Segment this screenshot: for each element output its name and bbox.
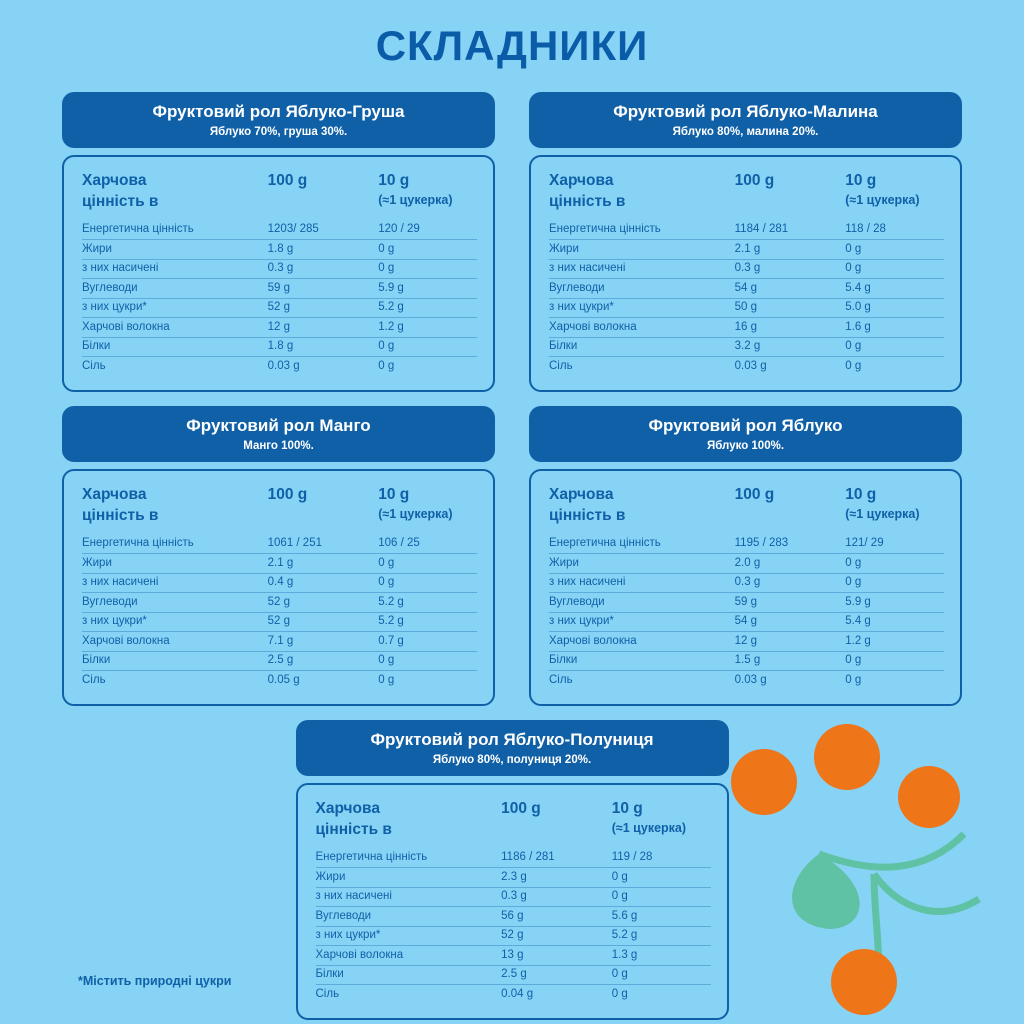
- row-label: з них насичені: [549, 259, 735, 279]
- value-100g: 52 g: [268, 612, 379, 632]
- value-100g: 59 g: [735, 593, 846, 613]
- nutrition-table: [82, 485, 477, 690]
- table-row: [82, 671, 477, 690]
- table-row: [549, 593, 944, 613]
- row-label: з них цукри*: [82, 298, 268, 318]
- value-100g: 7.1 g: [268, 632, 379, 652]
- row-label: Сіль: [315, 987, 340, 1000]
- header-col3-line1: 10 g: [378, 485, 410, 503]
- value-100g: 54 g: [735, 279, 846, 299]
- table-row: [549, 318, 944, 338]
- value-10g: 0 g: [378, 673, 395, 686]
- value-10g: 0 g: [845, 554, 944, 574]
- table-row: [82, 632, 477, 652]
- value-100g: 52 g: [501, 926, 612, 946]
- header-col3-line2: (≈1 цукерка): [378, 506, 453, 521]
- header-col3-line1: 10 g: [845, 172, 877, 189]
- table-row: [549, 535, 944, 554]
- row-label: Білки: [82, 337, 268, 357]
- product-composition: Яблуко 100%.: [706, 439, 785, 452]
- row-label: Енергетична цінність: [82, 535, 268, 554]
- value-100g: 0.3 g: [501, 887, 612, 907]
- row-label: з них цукри*: [82, 612, 268, 632]
- value-10g: 5.2 g: [378, 593, 477, 613]
- value-100g: 52 g: [268, 593, 379, 613]
- card-header: [529, 406, 962, 462]
- header-col1-line2: цінність в: [315, 820, 392, 838]
- value-10g: 0 g: [378, 240, 477, 260]
- row-label: Вуглеводи: [316, 907, 502, 927]
- value-100g: 0.3 g: [268, 259, 379, 279]
- table-header-row: [82, 171, 477, 221]
- value-100g: 2.5 g: [501, 965, 612, 985]
- product-name: Фруктовий рол Манго: [186, 415, 371, 435]
- value-10g: 0 g: [845, 240, 944, 260]
- row-label: Харчові волокна: [549, 318, 735, 338]
- value-10g: 0 g: [845, 651, 944, 671]
- card-body: [529, 469, 962, 706]
- value-10g: 5.4 g: [845, 279, 944, 299]
- table-row: [549, 573, 944, 593]
- table-row: [82, 593, 477, 613]
- row-label: Енергетична цінність: [549, 221, 735, 240]
- value-10g: 0 g: [378, 651, 477, 671]
- card-body: [62, 469, 495, 706]
- product-name: Фруктовий рол Яблуко-Полуниця: [370, 729, 654, 749]
- row-label: Сіль: [82, 673, 106, 686]
- value-10g: 0 g: [378, 259, 477, 279]
- table-row: [316, 965, 711, 985]
- row-label: Сіль: [549, 359, 573, 372]
- value-10g: 0 g: [378, 359, 395, 372]
- table-row: [549, 612, 944, 632]
- header-col1-line2: цінність в: [549, 506, 626, 524]
- value-100g: 1.8 g: [268, 240, 379, 260]
- row-label: Білки: [549, 651, 735, 671]
- card-header: [62, 406, 495, 462]
- row-label: Жири: [549, 240, 735, 260]
- value-100g: 2.0 g: [735, 554, 846, 574]
- value-100g: 54 g: [735, 612, 846, 632]
- value-100g: 16 g: [735, 318, 846, 338]
- value-10g: 5.9 g: [845, 593, 944, 613]
- row-label: з них цукри*: [316, 926, 502, 946]
- value-100g: 3.2 g: [735, 337, 846, 357]
- table-row: [82, 337, 477, 357]
- card-header: [62, 92, 495, 148]
- nutrition-table: [82, 171, 477, 376]
- table-row: [82, 554, 477, 574]
- card-body: [529, 155, 962, 392]
- table-header-row: [549, 485, 944, 535]
- table-row: [549, 671, 944, 690]
- value-10g: 0 g: [378, 554, 477, 574]
- value-100g: 52 g: [268, 298, 379, 318]
- value-100g: 1186 / 281: [501, 849, 612, 868]
- header-col2: 100 g: [734, 172, 775, 189]
- nutrition-table: [549, 485, 944, 690]
- value-100g: 0.03 g: [267, 359, 300, 372]
- nutrition-table: [316, 799, 711, 1004]
- value-10g: 0 g: [611, 987, 628, 1000]
- header-col3-line2: (≈1 цукерка): [845, 192, 920, 207]
- row-label: Сіль: [82, 359, 106, 372]
- table-row: [82, 318, 477, 338]
- value-10g: 5.2 g: [378, 298, 477, 318]
- header-col3-line2: (≈1 цукерка): [611, 820, 687, 835]
- value-100g: 59 g: [268, 279, 379, 299]
- value-100g: 1184 / 281: [735, 221, 846, 240]
- row-label: Харчові волокна: [82, 318, 268, 338]
- value-100g: 1.8 g: [268, 337, 379, 357]
- header-col3-line1: 10 g: [845, 485, 877, 503]
- value-100g: 1203/ 285: [268, 221, 379, 240]
- value-100g: 56 g: [501, 907, 612, 927]
- row-label: Жири: [316, 868, 502, 888]
- table-row: [82, 612, 477, 632]
- value-100g: 1195 / 283: [735, 535, 846, 554]
- header-col1-line2: цінність в: [82, 506, 159, 524]
- header-col1-line1: Харчова: [315, 799, 380, 817]
- nutrition-card: [529, 92, 962, 392]
- value-100g: 0.3 g: [735, 573, 846, 593]
- value-10g: 118 / 28: [845, 221, 944, 240]
- row-label: Харчові волокна: [549, 632, 735, 652]
- product-composition: Яблуко 80%, малина 20%.: [672, 126, 819, 138]
- table-row: [316, 887, 711, 907]
- value-100g: 13 g: [501, 946, 612, 966]
- value-100g: 1.5 g: [735, 651, 846, 671]
- row-label: з них насичені: [82, 259, 268, 279]
- table-row: [549, 221, 944, 240]
- table-row: [82, 221, 477, 240]
- row-label: Жири: [82, 554, 268, 574]
- value-100g: 2.5 g: [268, 651, 379, 671]
- row-label: Енергетична цінність: [316, 849, 502, 868]
- value-10g: 0 g: [845, 337, 944, 357]
- product-name: Фруктовий рол Яблуко: [648, 415, 843, 435]
- row-label: з них насичені: [82, 573, 268, 593]
- cards-grid: [62, 92, 962, 1020]
- header-col1-line1: Харчова: [82, 172, 147, 189]
- value-10g: 1.2 g: [378, 318, 477, 338]
- row-label: Жири: [549, 554, 735, 574]
- value-10g: 0 g: [845, 259, 944, 279]
- row-label: Вуглеводи: [82, 593, 268, 613]
- value-10g: 1.6 g: [845, 318, 944, 338]
- table-row: [82, 573, 477, 593]
- value-100g: 2.1 g: [268, 554, 379, 574]
- value-10g: 0 g: [378, 573, 477, 593]
- header-col2: 100 g: [734, 485, 775, 503]
- product-composition: Яблуко 70%, груша 30%.: [209, 126, 348, 138]
- table-row: [549, 337, 944, 357]
- row-label: Вуглеводи: [549, 593, 735, 613]
- header-col2: 100 g: [267, 172, 308, 189]
- row-label: Сіль: [549, 673, 573, 686]
- table-row: [316, 907, 711, 927]
- value-10g: 1.3 g: [612, 946, 711, 966]
- table-row: [549, 632, 944, 652]
- value-10g: 0.7 g: [378, 632, 477, 652]
- table-row: [82, 535, 477, 554]
- row-label: Вуглеводи: [82, 279, 268, 299]
- value-100g: 12 g: [735, 632, 846, 652]
- value-10g: 121/ 29: [845, 535, 944, 554]
- table-header-row: [82, 485, 477, 535]
- value-10g: 0 g: [612, 965, 711, 985]
- table-row: [549, 259, 944, 279]
- header-col3-line1: 10 g: [378, 172, 410, 189]
- card-header: [296, 720, 729, 776]
- nutrition-card: [62, 92, 495, 392]
- value-10g: 0 g: [845, 359, 862, 372]
- row-label: з них цукри*: [549, 298, 735, 318]
- header-col1-line1: Харчова: [549, 485, 614, 503]
- table-row: [549, 357, 944, 376]
- card-body: [62, 155, 495, 392]
- card-body: [296, 783, 729, 1020]
- header-col1-line2: цінність в: [549, 192, 626, 210]
- row-label: Енергетична цінність: [82, 221, 268, 240]
- card-header: [529, 92, 962, 148]
- table-row: [82, 259, 477, 279]
- row-label: Жири: [82, 240, 268, 260]
- value-10g: 5.6 g: [612, 907, 711, 927]
- value-100g: 0.03 g: [734, 359, 767, 372]
- product-composition: Яблуко 80%, полуниця 20%.: [432, 753, 592, 766]
- table-row: [316, 868, 711, 888]
- nutrition-card: [62, 406, 495, 706]
- value-10g: 106 / 25: [378, 535, 477, 554]
- table-header-row: [549, 171, 944, 221]
- value-10g: 5.9 g: [378, 279, 477, 299]
- value-100g: 50 g: [735, 298, 846, 318]
- table-header-row: [316, 799, 711, 849]
- header-col1-line2: цінність в: [82, 192, 159, 210]
- table-row: [549, 651, 944, 671]
- value-10g: 0 g: [378, 337, 477, 357]
- value-10g: 5.2 g: [612, 926, 711, 946]
- header-col2: 100 g: [501, 799, 541, 817]
- row-label: Харчові волокна: [82, 632, 268, 652]
- value-100g: 0.3 g: [735, 259, 846, 279]
- table-row: [82, 240, 477, 260]
- header-col1-line1: Харчова: [549, 172, 614, 189]
- table-row: [82, 279, 477, 299]
- table-row: [549, 279, 944, 299]
- row-label: Енергетична цінність: [549, 535, 735, 554]
- nutrition-card: [529, 406, 962, 706]
- row-label: з них насичені: [549, 573, 735, 593]
- row-label: Вуглеводи: [549, 279, 735, 299]
- product-name: Фруктовий рол Яблуко-Груша: [152, 102, 405, 121]
- table-row: [549, 554, 944, 574]
- row-label: Харчові волокна: [316, 946, 502, 966]
- value-10g: 5.4 g: [845, 612, 944, 632]
- value-10g: 1.2 g: [845, 632, 944, 652]
- table-row: [316, 946, 711, 966]
- value-100g: 2.3 g: [501, 868, 612, 888]
- header-col1-line1: Харчова: [82, 485, 147, 503]
- row-label: Білки: [316, 965, 502, 985]
- table-row: [316, 926, 711, 946]
- header-col2: 100 g: [267, 485, 308, 503]
- value-100g: 0.05 g: [267, 673, 300, 686]
- nutrition-card: [296, 720, 729, 1020]
- row-label: Білки: [82, 651, 268, 671]
- table-row: [82, 357, 477, 376]
- product-name: Фруктовий рол Яблуко-Малина: [613, 102, 878, 121]
- value-10g: 0 g: [845, 673, 862, 686]
- value-10g: 119 / 28: [612, 849, 711, 868]
- value-10g: 5.2 g: [378, 612, 477, 632]
- row-label: Білки: [549, 337, 735, 357]
- header-col3-line2: (≈1 цукерка): [378, 192, 453, 207]
- footnote: *Містить природні цукри: [78, 974, 232, 988]
- value-10g: 0 g: [612, 887, 711, 907]
- table-row: [316, 849, 711, 868]
- value-100g: 0.04 g: [501, 987, 534, 1000]
- row-label: з них насичені: [316, 887, 502, 907]
- value-10g: 5.0 g: [845, 298, 944, 318]
- header-col3-line1: 10 g: [611, 799, 643, 817]
- value-100g: 2.1 g: [735, 240, 846, 260]
- value-100g: 0.4 g: [268, 573, 379, 593]
- row-label: з них цукри*: [549, 612, 735, 632]
- table-row: [82, 298, 477, 318]
- value-10g: 0 g: [845, 573, 944, 593]
- product-composition: Манго 100%.: [243, 439, 314, 452]
- table-row: [549, 298, 944, 318]
- value-100g: 0.03 g: [734, 673, 767, 686]
- table-row: [549, 240, 944, 260]
- value-100g: 12 g: [268, 318, 379, 338]
- table-row: [316, 985, 711, 1004]
- table-row: [82, 651, 477, 671]
- header-col3-line2: (≈1 цукерка): [845, 506, 920, 521]
- value-10g: 0 g: [612, 868, 711, 888]
- value-10g: 120 / 29: [378, 221, 477, 240]
- page-title: СКЛАДНИКИ: [375, 22, 649, 69]
- value-100g: 1061 / 251: [268, 535, 379, 554]
- nutrition-table: [549, 171, 944, 376]
